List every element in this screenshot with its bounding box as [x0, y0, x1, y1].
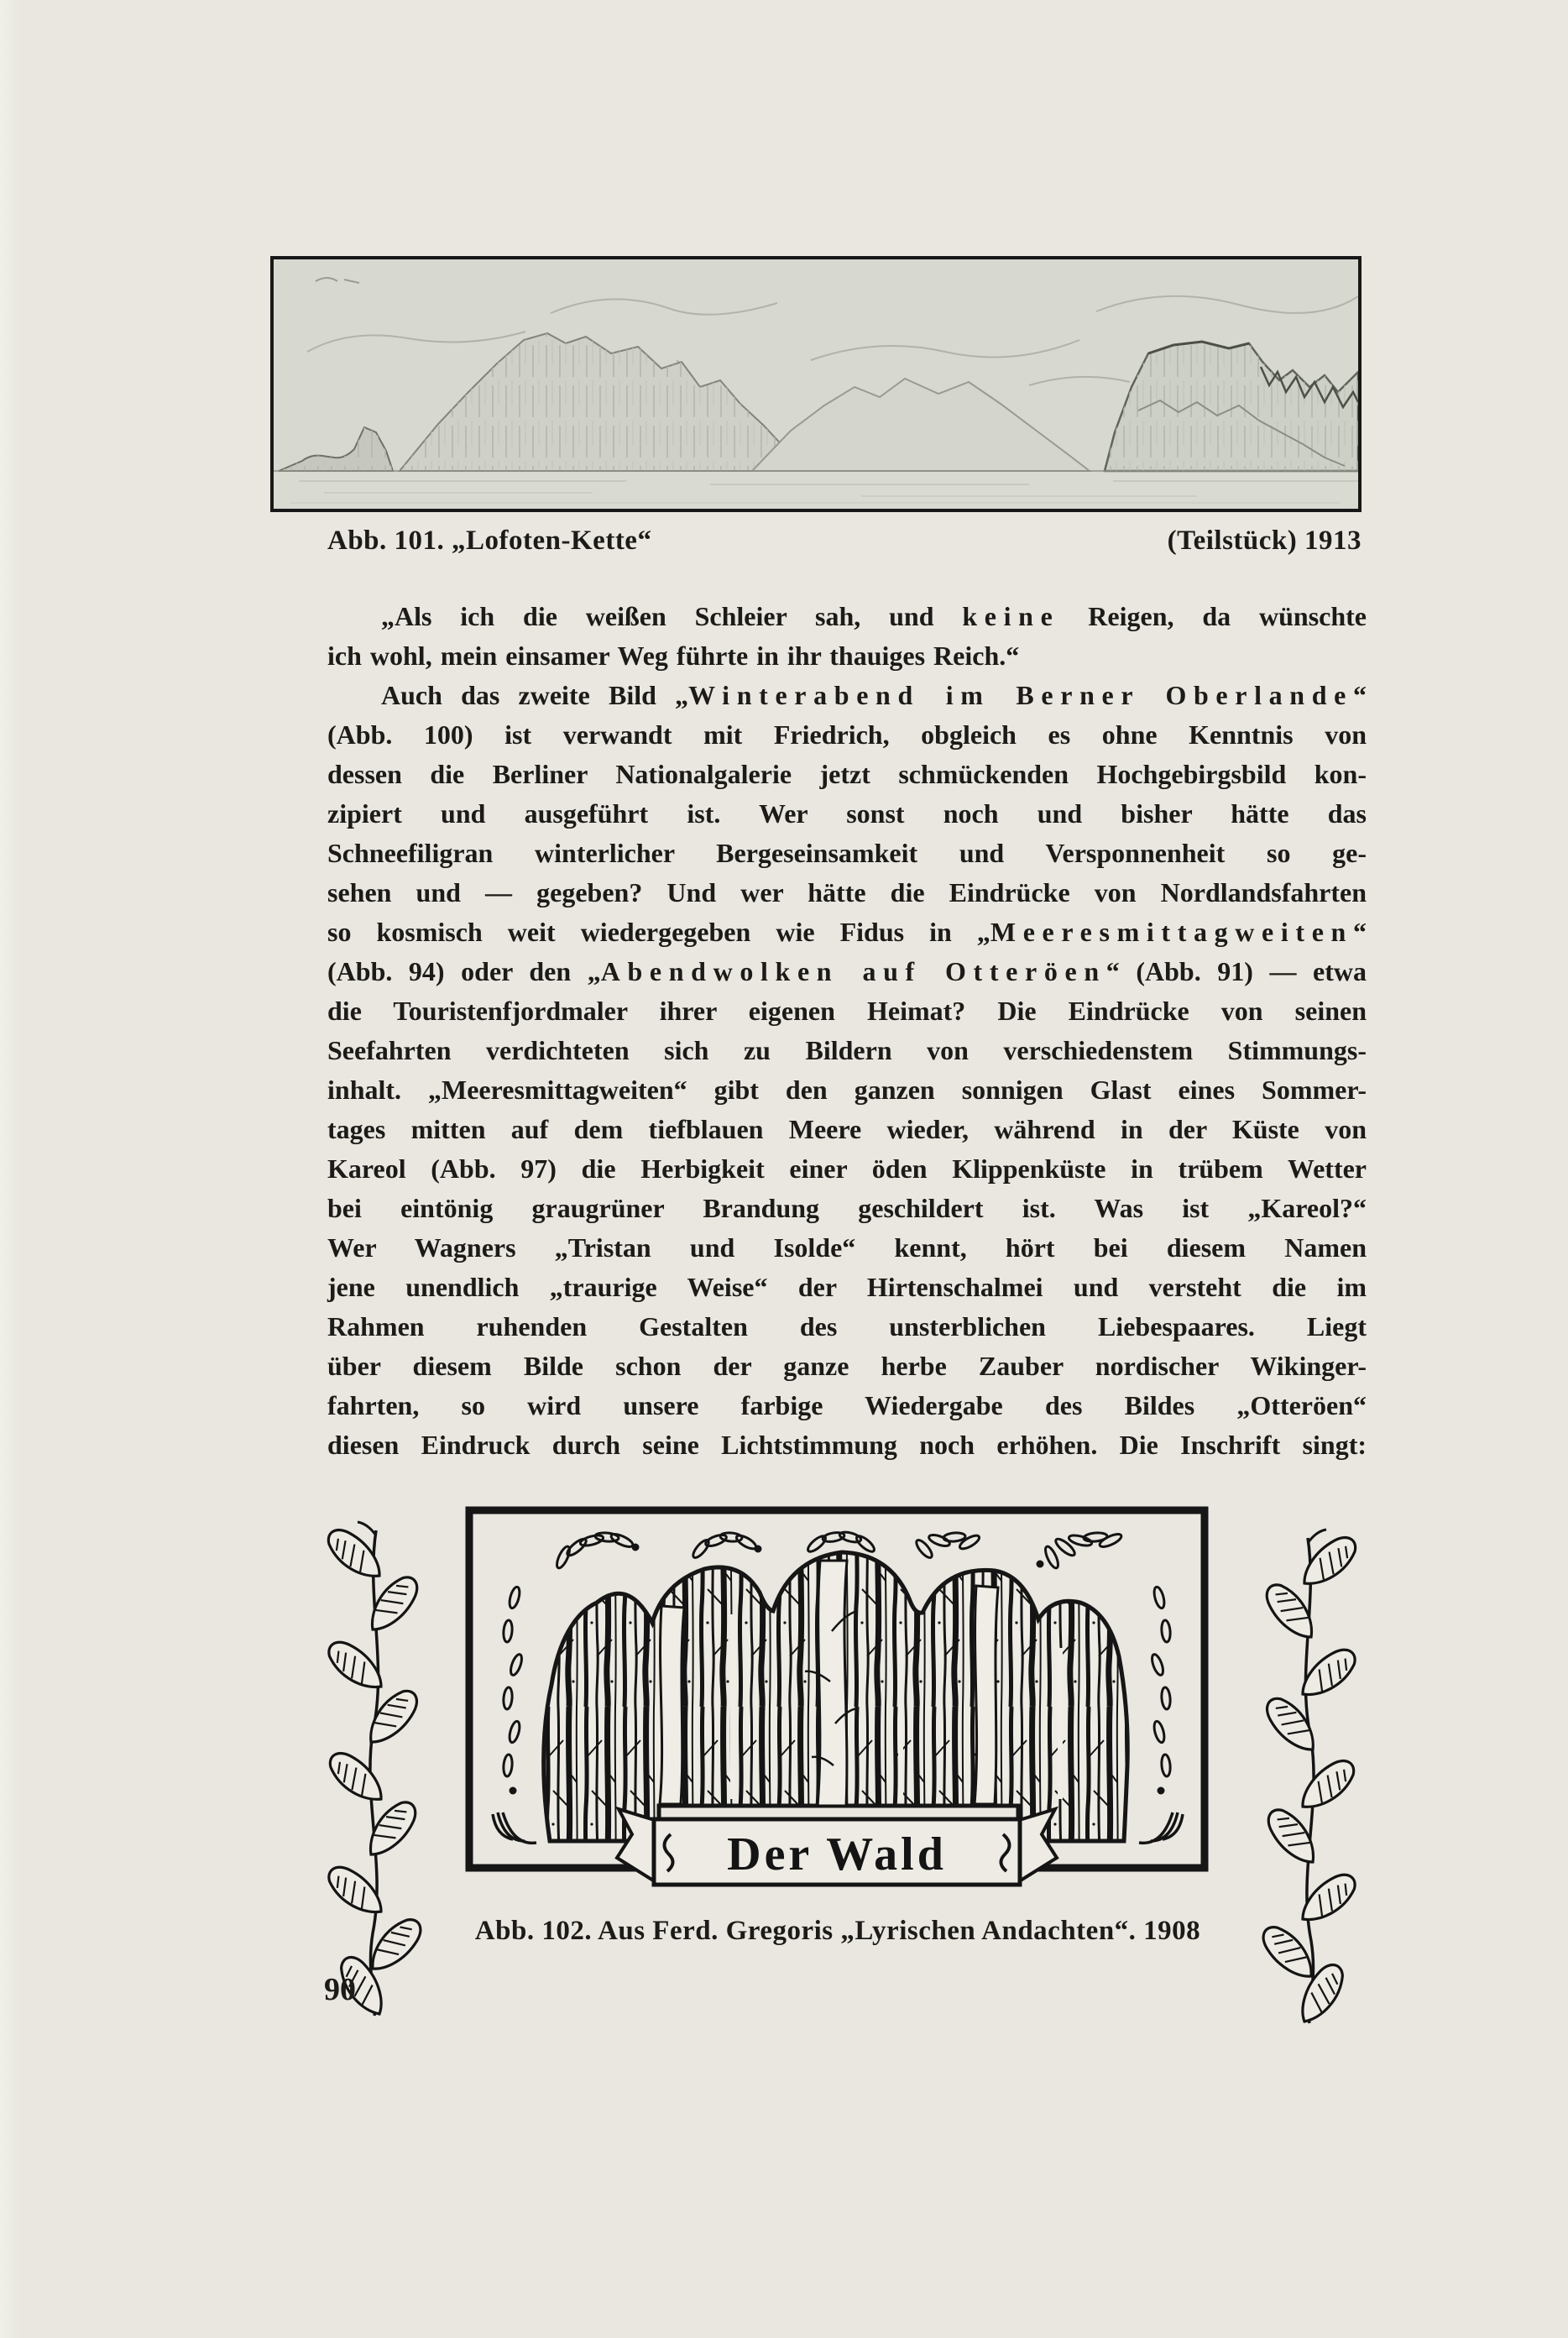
- leaf-garland-right-icon: [1259, 1513, 1360, 2025]
- text-line: bei eintönig graugrüner Brandung geschildert ist. Was ist „Kareol?“: [327, 1193, 1367, 1223]
- text-line: diesen Eindruck durch seine Lichtstimmung noch erhöhen. Die Inschrift singt:: [327, 1430, 1367, 1460]
- banner-title: Der Wald: [727, 1828, 947, 1880]
- text-line: Seefahrten verdichteten sich zu Bildern von verschiedenstem Stimmungs-: [327, 1035, 1367, 1065]
- forest-woodcut-icon: [464, 1505, 1211, 1929]
- paragraph: [327, 597, 1367, 676]
- text-line: (Abb. 94) oder den „Abendwolken auf Otteröen“ (Abb. 91) — etwa: [327, 956, 1367, 986]
- text-line: zipiert und ausgeführt ist. Wer sonst noch und bisher hätte das: [327, 798, 1367, 829]
- text-line: dessen die Berliner Nationalgalerie jetzt schmückenden Hochgebirgsbild kon-: [327, 759, 1367, 789]
- leaf-garland-left-icon: [324, 1505, 425, 2017]
- text-line: Kareol (Abb. 97) die Herbigkeit einer öden Klippenküste in trübem Wetter: [327, 1153, 1367, 1184]
- text-line: die Touristenfjordmaler ihrer eigenen Heimat? Die Eindrücke von seinen: [327, 996, 1367, 1026]
- text-line: tages mitten auf dem tiefblauen Meere wieder, während in der Küste von: [327, 1114, 1367, 1144]
- lofoten-mountain-drawing-icon: [274, 259, 1358, 509]
- page-number: 90: [324, 1972, 356, 2007]
- text-line: fahrten, so wird unsere farbige Wiedergabe des Bildes „Otteröen“: [327, 1390, 1367, 1420]
- paragraph: [327, 676, 1367, 1465]
- figure-101-caption: [327, 526, 1362, 557]
- text-line: sehen und — gegeben? Und wer hätte die Eindrücke von Nordlandsfahrten: [327, 877, 1367, 907]
- lofoten-plate: [270, 256, 1362, 512]
- text-line: über diesem Bilde schon der ganze herbe Zauber nordischer Wikinger-: [327, 1351, 1367, 1381]
- title-banner: [617, 1809, 1057, 1885]
- text-line: inhalt. „Meeresmittagweiten“ gibt den ganzen sonnigen Glast eines Sommer-: [327, 1075, 1367, 1105]
- text-line: Wer Wagners „Tristan und Isolde“ kennt, hört bei diesem Namen: [327, 1232, 1367, 1263]
- text-line: (Abb. 100) ist verwandt mit Friedrich, obgleich es ohne Kenntnis von: [327, 719, 1367, 750]
- text-line: Rahmen ruhenden Gestalten des unsterblichen Liebespaares. Liegt: [327, 1311, 1367, 1342]
- figure-102-caption: Abb. 102. Aus Ferd. Gregoris „Lyrischen Andachten“. 1908: [474, 1916, 1201, 1946]
- figure-101-caption-date: (Teilstück) 1913: [1167, 526, 1362, 556]
- text-line: Schneefiligran winterlicher Bergeseinsamkeit und Versponnenheit so ge-: [327, 838, 1367, 868]
- text-line: ich wohl, mein einsamer Weg führte in ihr thauiges Reich.“: [327, 641, 1020, 671]
- text-line: „Als ich die weißen Schleier sah, und keine Reigen, da wünschte: [381, 601, 1367, 631]
- text-line: so kosmisch weit wiedergegeben wie Fidus in „Meeresmittagweiten“: [327, 917, 1367, 947]
- text-line: jene unendlich „traurige Weise“ der Hirtenschalmei und versteht die im: [327, 1272, 1367, 1302]
- figure-101-caption-title: Abb. 101. „Lofoten-Kette“: [327, 526, 652, 556]
- text-line: Auch das zweite Bild „Winterabend im Berner Oberlande“: [381, 680, 1367, 710]
- wald-woodcut: [464, 1505, 1211, 1929]
- body-text: [327, 597, 1367, 1465]
